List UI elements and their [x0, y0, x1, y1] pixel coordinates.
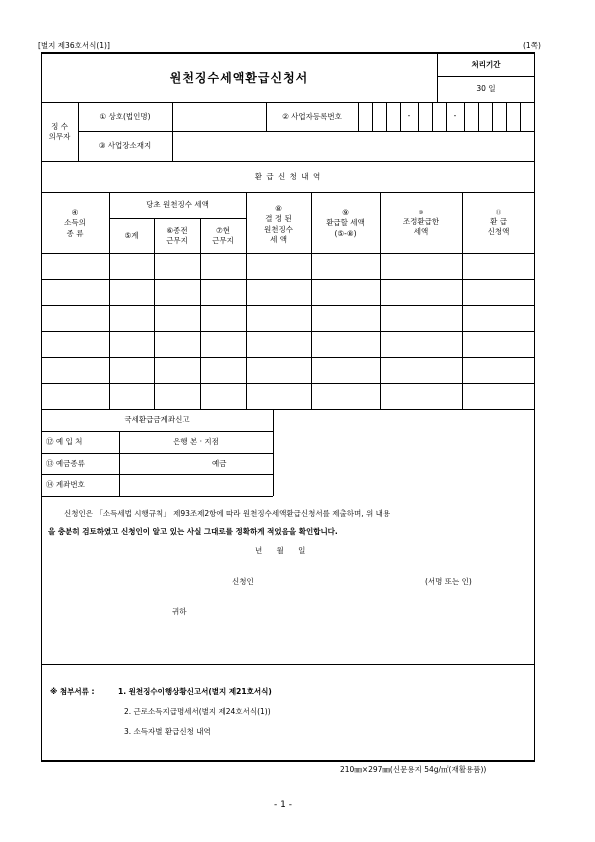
table-cell[interactable] [112, 334, 151, 354]
bank-label: ⑫ 예 입 처 [46, 437, 83, 447]
table-cell[interactable] [203, 334, 243, 354]
agent-label-line2: 의무자 [48, 132, 71, 141]
table-cell[interactable] [465, 256, 532, 276]
table-row [41, 279, 535, 305]
declaration-line-1: 신청인은 「소득세법 시행규칙」 제93조제2항에 따라 원천징수세액환급신청서를 제출하며, 위 내용 [64, 509, 391, 518]
business-reg-number-field[interactable] [358, 102, 535, 131]
table-cell[interactable] [44, 308, 106, 328]
table-cell[interactable] [383, 256, 459, 276]
table-cell[interactable] [112, 386, 151, 406]
refund-table [41, 192, 535, 409]
page-number-label: (1쪽) [523, 41, 541, 50]
attachment-item: 2. 근로소득지급명세서(별지 제24호서식(1)) [124, 707, 271, 716]
table-cell[interactable] [249, 282, 308, 302]
applicant-label: 신청인 [232, 577, 254, 586]
deposit-type-value[interactable]: 예금 [212, 458, 227, 468]
col-apply-line: 환 급 [490, 216, 507, 226]
col-cur-line: 근무지 [212, 236, 234, 245]
table-cell[interactable] [112, 360, 151, 380]
table-row [41, 305, 535, 331]
col-prev-line: ⑥종전 [166, 225, 188, 235]
declaration-line-2: 을 충분히 검토하였고 신청인이 알고 있는 사실 그대로를 정확하게 적었음을 확인합니다. [48, 527, 338, 536]
table-cell[interactable] [465, 282, 532, 302]
section-title: 환 급 신 청 내 역 [254, 171, 322, 181]
col-decided-line: ⑧ [275, 204, 282, 214]
col-income-type [41, 194, 109, 253]
table-cell[interactable] [44, 334, 106, 354]
business-reg-number-label: ② 사업자등록번호 [282, 111, 342, 121]
table-cell[interactable] [157, 334, 197, 354]
col-refund-application [462, 194, 535, 253]
col-income-type-line: ④ [71, 208, 79, 218]
table-cell[interactable] [157, 282, 197, 302]
table-cell[interactable] [249, 308, 308, 328]
deposit-type-label: ⑬ 예금종류 [46, 458, 85, 468]
col-decided-line: 세 액 [270, 234, 287, 244]
col-decided-tax [246, 196, 311, 253]
table-cell[interactable] [314, 360, 377, 380]
table-cell[interactable] [383, 308, 459, 328]
reg-dash: - [407, 111, 411, 121]
table-cell[interactable] [465, 386, 532, 406]
col-current-workplace [200, 219, 246, 253]
business-address-label: ③ 사업장소재지 [98, 141, 152, 151]
attachment-item: 3. 소득자별 환급신청 내역 [124, 727, 211, 736]
table-cell[interactable] [383, 282, 459, 302]
col-refund-line: 환급할 세액 [326, 218, 365, 228]
table-cell[interactable] [203, 308, 243, 328]
agent-label [41, 103, 78, 161]
bank-value[interactable]: 은행 본 · 지점 [173, 437, 219, 447]
table-cell[interactable] [157, 386, 197, 406]
table-cell[interactable] [203, 386, 243, 406]
table-cell[interactable] [314, 308, 377, 328]
table-cell[interactable] [112, 308, 151, 328]
col-refund-line: (⑤-⑧) [334, 228, 357, 238]
col-decided-line: 원천징수 [264, 224, 293, 234]
business-name-label: ① 상호(법인명) [99, 111, 151, 121]
table-cell[interactable] [314, 282, 377, 302]
col-previous-workplace [154, 219, 200, 253]
col-refund-line: ⑨ [342, 208, 349, 218]
col-adjust-line: ⑩ [418, 210, 424, 216]
table-cell[interactable] [112, 256, 151, 276]
table-cell[interactable] [249, 256, 308, 276]
table-cell[interactable] [44, 282, 106, 302]
signature-label[interactable]: (서명 또는 인) [425, 577, 472, 586]
col-original-withholding: 당초 원천징수 세액 [146, 199, 209, 209]
table-cell[interactable] [44, 360, 106, 380]
account-number-label: ⑭ 계좌번호 [46, 480, 85, 490]
agent-label-line1: 징 수 [51, 121, 68, 131]
table-cell[interactable] [314, 256, 377, 276]
table-cell[interactable] [157, 308, 197, 328]
table-cell[interactable] [44, 256, 106, 276]
col-refund-tax [311, 194, 380, 253]
form-title: 원천징수세액환급신청서 [169, 70, 309, 85]
table-row [41, 383, 535, 409]
table-cell[interactable] [249, 386, 308, 406]
table-cell[interactable] [203, 256, 243, 276]
processing-period-value: 30 일 [476, 84, 496, 94]
table-cell[interactable] [112, 282, 151, 302]
col-decided-line: 결 정 된 [265, 214, 292, 224]
attachments-label: ※ 첨부서류 : [50, 687, 95, 696]
application-date[interactable]: 년 월 일 [255, 546, 306, 555]
table-cell[interactable] [465, 360, 532, 380]
col-income-type-line: 소득의 [64, 218, 86, 228]
reg-dash: - [453, 111, 457, 121]
col-adjust-line: 세액 [413, 226, 429, 236]
addressee-label: 귀하 [172, 607, 187, 616]
table-cell[interactable] [314, 386, 377, 406]
table-cell[interactable] [465, 308, 532, 328]
table-cell[interactable] [383, 334, 459, 354]
table-cell[interactable] [249, 334, 308, 354]
table-cell[interactable] [314, 334, 377, 354]
table-row [41, 331, 535, 357]
col-cur-line: ⑦현 [216, 225, 230, 235]
bank-account-title: 국세환급금계좌신고 [124, 415, 190, 425]
table-cell[interactable] [383, 386, 459, 406]
footer-page-number: - 1 - [274, 800, 292, 810]
table-row [41, 253, 535, 279]
form-number: [별지 제36호서식(1)] [38, 41, 110, 50]
table-cell[interactable] [44, 386, 106, 406]
col-total: ⑤계 [124, 230, 139, 240]
table-row [41, 357, 535, 383]
business-name-field[interactable] [176, 106, 262, 128]
table-cell[interactable] [249, 360, 308, 380]
paper-spec: 210㎜×297㎜(신문용지 54g/㎡(재활용품)) [340, 765, 487, 774]
table-cell[interactable] [383, 360, 459, 380]
col-apply-line: ⑪ [495, 210, 501, 216]
attachment-item: 1. 원천징수이행상황신고서(별지 제21호서식) [118, 687, 272, 696]
business-address-field[interactable] [176, 135, 526, 157]
table-cell[interactable] [203, 282, 243, 302]
col-prev-line: 근무지 [166, 236, 188, 245]
col-income-type-line: 종 류 [66, 228, 84, 238]
col-adjusted-refund [380, 194, 462, 253]
col-adjust-line: 조정환급한 [402, 216, 440, 226]
table-cell[interactable] [203, 360, 243, 380]
table-cell[interactable] [465, 334, 532, 354]
table-cell[interactable] [157, 360, 197, 380]
table-cell[interactable] [157, 256, 197, 276]
table-body [41, 253, 535, 409]
col-apply-line: 신청액 [487, 226, 510, 236]
account-number-field[interactable] [123, 477, 269, 494]
processing-period-label: 처리기간 [471, 59, 501, 69]
